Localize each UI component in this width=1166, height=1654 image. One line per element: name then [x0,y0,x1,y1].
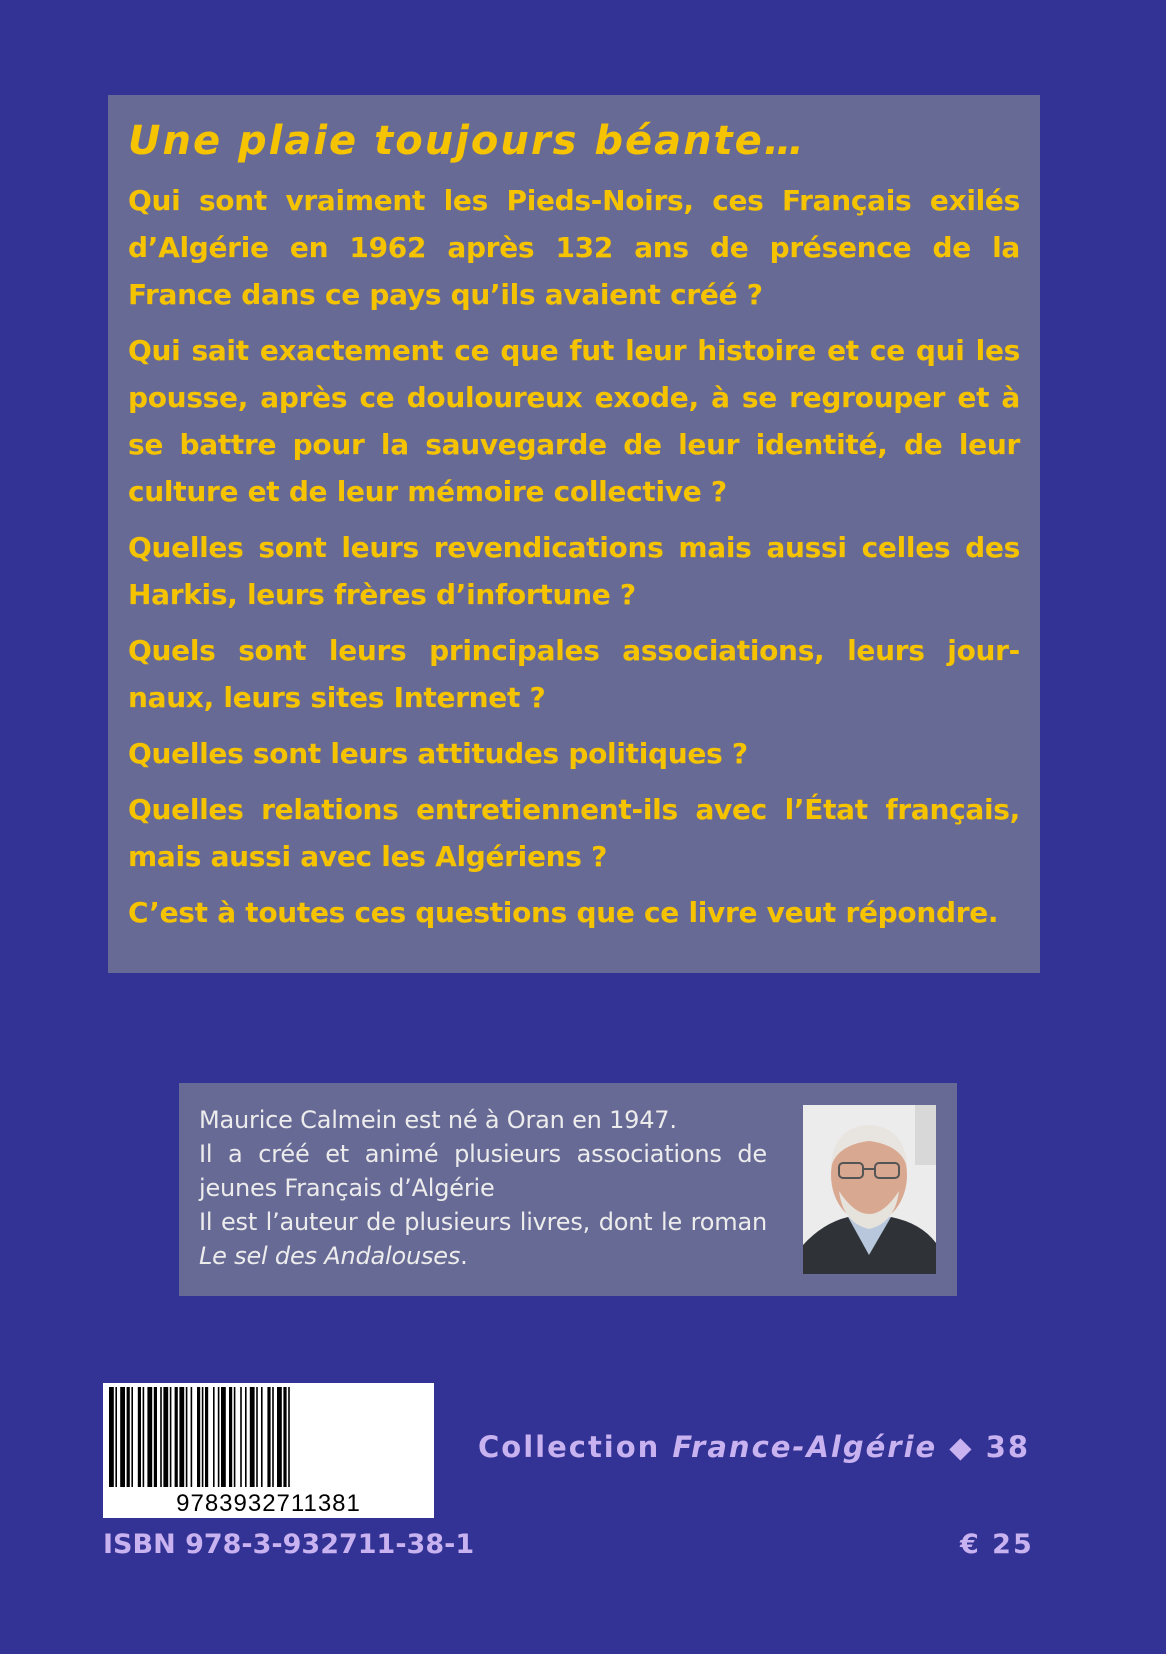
barcode-bar [127,1387,130,1487]
barcode-bar [256,1387,258,1487]
barcode-bar [272,1387,274,1487]
barcode-bar [191,1387,193,1487]
barcode-bar [202,1387,204,1487]
barcode-bar [109,1387,114,1487]
barcode-bar [154,1387,157,1487]
blurb-paragraph: Quels sont leurs principales associations, leurs jour-naux, leurs sites Internet ? [128,634,1020,714]
barcode-bars [109,1387,428,1487]
author-bio-text: Il est l’auteur de plusieurs livres, dont le roman [199,1208,767,1236]
collection-line [478,1430,1030,1464]
barcode-bar [163,1387,168,1487]
barcode-bar [229,1387,232,1487]
barcode-bar [213,1387,215,1487]
barcode-bar [143,1387,145,1487]
barcode-bar [250,1387,255,1487]
collection-label: Collection [478,1430,673,1464]
blurb-paragraph: Qui sont vraiment les Pieds-Noirs, ces Français exilés d’Algérie en 1962 après 132 ans de présence de la France dans ce pays qu’ils avaient créé ? [128,184,1020,311]
barcode-bar [131,1387,133,1487]
barcode-bar [234,1387,236,1487]
barcode-bar [120,1387,125,1487]
author-portrait-image [803,1105,936,1274]
barcode-bar [147,1387,152,1487]
barcode-bar [175,1387,178,1487]
blurb-paragraph: Quelles relations entretiennent-ils avec l’État français, mais aussi avec les Algériens ? [128,793,1020,873]
author-bio-line: Il a créé et animé plusieurs associations de jeunes Français d’Algérie [199,1140,767,1202]
barcode-bar [115,1387,117,1487]
blurb-paragraph: Quelles sont leurs revendications mais aussi celles des Harkis, leurs frères d’infortune ? [128,531,1020,611]
barcode [103,1383,434,1518]
barcode-bar [288,1387,290,1487]
author-panel [179,1083,957,1296]
isbn: ISBN 978-3-932711-38-1 [103,1529,475,1560]
price: € 25 [960,1529,1034,1560]
author-bio-line: Maurice Calmein est né à Oran en 1947. [199,1106,677,1134]
collection-number: 38 [985,1430,1031,1464]
blurb-paragraph: C’est à toutes ces questions que ce livre veut répondre. [128,896,999,929]
barcode-bar [205,1387,208,1487]
author-photo [803,1105,936,1274]
headline: Une plaie toujours béante… [128,118,806,164]
barcode-bar [170,1387,172,1487]
barcode-bar [179,1387,184,1487]
barcode-bar [221,1387,226,1487]
blurb-paragraph: Quelles sont leurs attitudes politiques ? [128,737,748,770]
author-bio-line [199,1205,767,1273]
barcode-bar [245,1387,247,1487]
barcode-digits: 9783932711381 [176,1490,361,1517]
collection-title: France-Algérie [672,1430,938,1464]
barcode-bar [240,1387,242,1487]
barcode-bar [186,1387,188,1487]
blurb-paragraph: Qui sait exactement ce que fut leur histoire et ce qui les pousse, après ce douloureux exode, à se regrouper et à se battre pour la sauvegarde de leur identité, de leur culture et de leur mémoire collective ? [128,334,1020,508]
barcode-bar [197,1387,200,1487]
barcode-bar [160,1387,162,1487]
barcode-bar [261,1387,263,1487]
author-bio [199,1103,767,1273]
author-bio-text: . [460,1242,468,1270]
diamond-icon: ◆ [949,1430,974,1464]
barcode-bar [138,1387,141,1487]
barcode-bar [218,1387,220,1487]
blurb-panel [108,95,1040,973]
barcode-bar [277,1387,282,1487]
barcode-bar [267,1387,270,1487]
novel-title: Le sel des Andalouses [199,1242,461,1270]
barcode-bar [283,1387,286,1487]
